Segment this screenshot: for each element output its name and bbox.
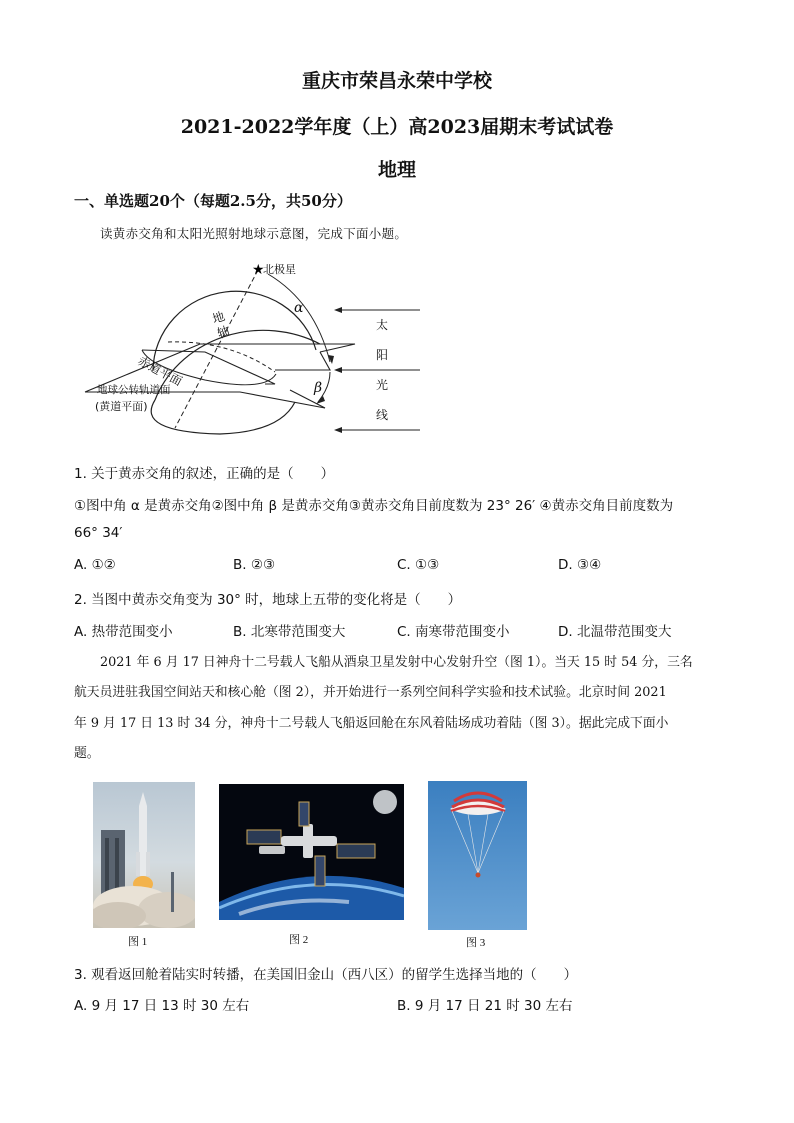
subject-title: 地理: [377, 159, 416, 181]
alpha-label: α: [294, 300, 304, 316]
intro-text: 读黄赤交角和太阳光照射地球示意图，完成下面小题。: [100, 226, 408, 241]
q1-option-d: D. ③④: [558, 557, 602, 573]
q1-option-a: A. ①②: [74, 557, 116, 573]
passage-line-3: 年 9 月 17 日 13 时 34 分，神舟十二号载人飞船返回舱在东风着陆场成功着陆（图 3）。据此完成下面小: [74, 716, 669, 731]
q3-option-b: B. 9 月 17 日 21 时 30 左右: [397, 998, 573, 1014]
star-icon: ★: [252, 262, 265, 278]
fig1-caption: 图 1: [128, 936, 148, 948]
section-title: 一、单选题20个（每题2.5分，共50分）: [74, 192, 352, 210]
q2-option-c: C. 南寒带范围变小: [397, 624, 510, 640]
q1-option-c: C. ①③: [397, 557, 440, 573]
fig2-caption: 图 2: [289, 934, 309, 946]
q2-option-d: D. 北温带范围变大: [558, 624, 672, 640]
beta-label: β: [314, 380, 323, 396]
q2-stem: 2. 当图中黄赤交角变为 30° 时，地球上五带的变化将是（ ）: [74, 592, 462, 608]
sun-char-2: 阳: [376, 348, 389, 362]
axis-label: 地轴: [210, 309, 232, 341]
q1-option-b: B. ②③: [233, 557, 276, 573]
passage-line-4: 题。: [74, 746, 100, 761]
school-name: 重庆市荣昌永荣中学校: [301, 70, 492, 92]
passage-line-1: 2021 年 6 月 17 日神舟十二号载人飞船从酒泉卫星发射中心发射升空（图 1）。当天 15 时 54 分，三名: [100, 655, 693, 670]
exam-title: 2021-2022学年度（上）高2023届期末考试试卷: [180, 116, 614, 138]
space-station-photo: [219, 784, 404, 920]
q3-stem: 3. 观看返回舱着陆实时转播，在美国旧金山（西八区）的留学生选择当地的（ ）: [74, 967, 578, 983]
passage-line-2: 航天员进驻我国空间站天和核心舱（图 2），并开始进行一系列空间科学实验和技术试验。北京时间 2021: [74, 685, 667, 700]
equator-plane-label: 赤道平面: [135, 353, 185, 389]
q1-line1: ①图中角 α 是黄赤交角②图中角 β 是黄赤交角③黄赤交角目前度数为 23° 26′ ④黄赤交角目前度数为: [74, 498, 674, 514]
parachute-photo: [428, 781, 527, 930]
rocket-launch-photo: [93, 782, 195, 928]
sun-char-3: 光: [376, 378, 389, 392]
q2-option-b: B. 北寒带范围变大: [233, 624, 346, 640]
q3-option-a: A. 9 月 17 日 13 时 30 左右: [74, 998, 250, 1014]
ecliptic-plane-label: (黄道平面): [95, 400, 148, 413]
fig3-caption: 图 3: [466, 937, 486, 949]
q2-option-a: A. 热带范围变小: [74, 624, 173, 640]
q1-stem: 1. 关于黄赤交角的叙述，正确的是（ ）: [74, 466, 335, 482]
sun-char-1: 太: [376, 318, 389, 332]
polaris-label: 北极星: [263, 263, 296, 276]
sun-char-4: 线: [376, 408, 389, 422]
orbit-plane-label: 地球公转轨道面: [97, 384, 171, 396]
q1-line2: 66° 34′: [74, 525, 123, 541]
